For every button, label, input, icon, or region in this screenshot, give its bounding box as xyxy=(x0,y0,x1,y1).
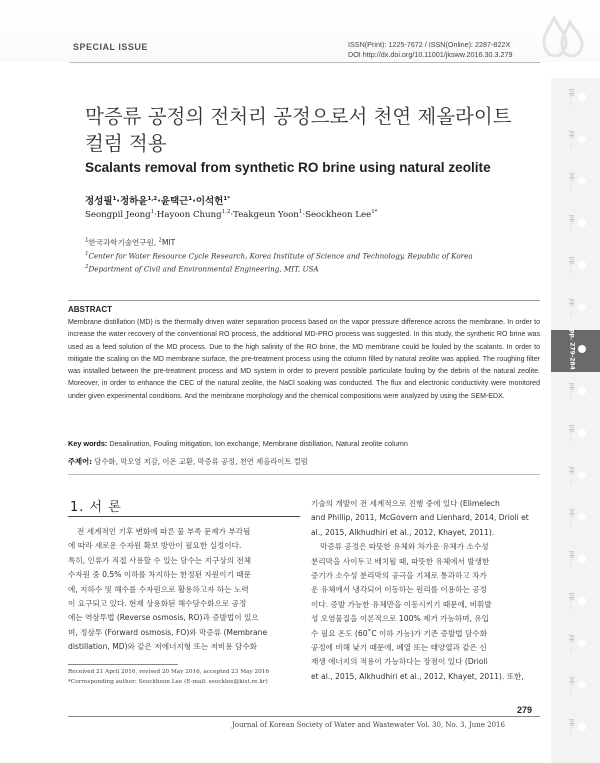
author-affiliation-sup: 1 xyxy=(188,195,193,202)
sidebar-tab[interactable] xyxy=(551,708,600,750)
body-line: 에, 지하수 및 해수를 수자원으로 활용하고자 하는 노력 xyxy=(68,584,249,594)
body-line: 막증류 공정은 따뜻한 유체와 차가운 유체가 소수성 xyxy=(320,542,489,552)
keywords-english xyxy=(68,439,540,448)
affiliation-sup: 1 xyxy=(85,237,89,244)
affiliation-text: 한국과학기술연구원, xyxy=(88,238,157,247)
doi-link[interactable]: DOI http://dx.doi.org/10.11001/jksww.2016.30.3.279 xyxy=(348,50,513,59)
sidebar-tab[interactable] xyxy=(551,666,600,708)
page-number: 279 xyxy=(517,705,533,715)
author-affiliation-sup: 1,2 xyxy=(147,195,158,202)
sidebar-tab-circle-icon xyxy=(578,555,586,563)
affiliation-sup: 2 xyxy=(158,237,162,244)
sidebar-tab-circle-icon xyxy=(578,177,586,185)
authors-english xyxy=(85,209,377,220)
keywords-text: 담수화, 막오염 저감, 이온 교환, 막증류 공정, 천연 제올라이트 컬럼 xyxy=(94,457,308,466)
water-drop-logo-icon xyxy=(540,14,586,62)
sidebar-tab-circle-icon xyxy=(578,261,586,269)
issn-line: ISSN(Print): 1225-7672 / ISSN(Online): 2287-822X xyxy=(348,40,511,49)
affiliation-text: MIT xyxy=(161,238,176,247)
affiliation-text: Center for Water Resource Cycle Research, Korea Institute of Science and Technology, Republic of Korea xyxy=(88,251,473,261)
affiliation-korean xyxy=(85,237,175,248)
author-name: 정성필 xyxy=(85,196,113,207)
sidebar-tab[interactable] xyxy=(551,582,600,624)
sidebar-tab[interactable] xyxy=(551,624,600,666)
body-line: distillation, MD)와 같은 저에너지형 또는 저비용 담수화 xyxy=(68,642,258,652)
sidebar-tab[interactable] xyxy=(551,204,600,246)
footnote-corresponding: *Corresponding author: Seockheon Lee (E-mail: seocklee@kist.re.kr) xyxy=(68,679,268,685)
author-separator: · xyxy=(192,196,196,207)
sidebar-tab-circle-icon xyxy=(578,219,586,227)
sidebar-tab[interactable] xyxy=(551,288,600,330)
affiliation-1 xyxy=(85,251,473,260)
author-affiliation-sup: 1 xyxy=(150,209,155,215)
body-line: 특히, 인류가 직접 사용할 수 있는 담수는 지구상의 전체 xyxy=(68,555,252,565)
affiliation-text: Department of Civil and Environmental Engineering, MIT, USA xyxy=(88,264,319,274)
author-affiliation-sup: 1,2 xyxy=(221,209,231,215)
body-line: 전 세계적인 기후 변화에 따른 물 부족 문제가 부각됨 xyxy=(77,527,251,536)
sidebar-tab-label: pp. ... xyxy=(568,466,576,485)
sidebar-tab-label: pp. ... xyxy=(568,298,576,317)
footnote-received: Received 21 April 2016, revised 20 May 2016, accepted 23 May 2016 xyxy=(68,669,269,675)
body-line: 증기가 소수성 분리막의 공극을 기체로 통과하고 차가 xyxy=(311,571,487,581)
author-name: Teakgeun Yoon xyxy=(233,209,299,220)
sidebar-tab-circle-icon xyxy=(578,429,586,437)
body-line: 이 요구되고 있다. 현재 상용화된 해수담수화으로 공정 xyxy=(68,599,247,609)
keywords-rule xyxy=(68,474,540,475)
sidebar-tab-circle-icon xyxy=(578,345,586,353)
body-line: and Phillip, 2011, McGovern and Lienhard, 2014, Drioli et xyxy=(311,513,529,523)
title-english: Scalants removal from synthetic RO brine using natural zeolite xyxy=(85,160,491,175)
author-separator: · xyxy=(230,209,234,220)
sidebar-tab[interactable] xyxy=(551,162,600,204)
sidebar-tab-label: pp. ... xyxy=(568,172,576,191)
body-column-right xyxy=(311,497,540,684)
author-separator: · xyxy=(116,196,120,207)
author-name: 정하윤 xyxy=(119,196,148,207)
footnote-rule xyxy=(68,664,178,665)
sidebar-tab-label: pp. ... xyxy=(568,508,576,527)
sidebar-tab-label: pp. ... xyxy=(568,550,576,569)
title-korean-line2: 컬럼 적용 xyxy=(85,132,167,155)
body-line: 공정에 비해 낮기 때문에, 폐열 또는 태양열과 같은 신 xyxy=(311,643,487,653)
sidebar-tab-circle-icon xyxy=(578,723,586,731)
sidebar-tab-circle-icon xyxy=(578,639,586,647)
body-line: 성 오염물질을 이론적으로 100% 제거 가능하며, 유입 xyxy=(311,614,489,624)
sidebar-tab-circle-icon xyxy=(578,93,586,101)
section-rule xyxy=(68,516,300,517)
sidebar-tab[interactable] xyxy=(551,330,600,372)
keywords-label: Key words: xyxy=(68,439,108,448)
footer-rule xyxy=(68,716,540,717)
body-line: et al., 2015, Alkhudhiri et al., 2012, Khayet, 2011). 또한, xyxy=(311,671,524,681)
title-korean-line1: 막증류 공정의 전처리 공정으로서 천연 제올라이트 xyxy=(85,105,512,128)
header-rule xyxy=(70,62,540,63)
sidebar-tab-label: pp. ... xyxy=(568,130,576,149)
body-line: 기술의 개발이 전 세계적으로 진행 중에 있다 (Elimelech xyxy=(311,499,500,508)
sidebar-tab[interactable] xyxy=(551,120,600,162)
author-affiliation-sup: 1 xyxy=(112,195,117,202)
sidebar-tab[interactable] xyxy=(551,498,600,540)
keywords-text: Desalination, Fouling mitigation, Ion exchange, Membrane distillation, Natural zeolite column xyxy=(109,439,408,448)
sidebar-tab-label: pp. ... xyxy=(568,424,576,443)
body-line: al., 2015, Alkhudhiri et al., 2012, Khayet, 2011). xyxy=(311,527,495,537)
body-line: 이다. 증발 가능한 유체만을 이동시키기 때문에, 비휘발 xyxy=(311,599,492,609)
sidebar-tab-circle-icon xyxy=(578,471,586,479)
author-name: Hayoon Chung xyxy=(156,209,222,220)
sidebar-tab-label: pp. 279-284 xyxy=(568,329,576,370)
body-line: 에는 역삼투법 (Reverse osmosis, RO)과 증발법이 있으 xyxy=(68,613,259,623)
keywords-label: 주제어: xyxy=(68,457,93,466)
affiliation-sup: 2 xyxy=(85,264,89,270)
body-column-left xyxy=(68,525,300,655)
affiliation-sup: 1 xyxy=(85,251,89,257)
sidebar-tab-label: pp. ... xyxy=(568,382,576,401)
sidebar-tab[interactable] xyxy=(551,78,600,120)
sidebar-tab-label: pp. ... xyxy=(568,718,576,737)
sidebar-tab[interactable] xyxy=(551,246,600,288)
sidebar-page-index xyxy=(551,78,600,763)
keywords-korean xyxy=(68,457,540,467)
sidebar-tab-label: pp. ... xyxy=(568,634,576,653)
sidebar-tab[interactable] xyxy=(551,540,600,582)
body-line: 며, 정삼투 (Forward osmosis, FO)와 막증류 (Membrane xyxy=(68,627,268,637)
body-line: 수 필요 온도 (60˚C 이하 가능)가 기존 증발법 담수화 xyxy=(311,628,488,638)
sidebar-tab-label: pp. ... xyxy=(568,676,576,695)
author-name: 이석헌 xyxy=(195,196,224,207)
sidebar-tab-circle-icon xyxy=(578,597,586,605)
sidebar-tab-label: pp. ... xyxy=(568,256,576,275)
sidebar-tab-label: pp. ... xyxy=(568,88,576,107)
author-name: Seockheon Lee xyxy=(305,209,372,220)
author-affiliation-sup: 1 xyxy=(298,209,303,215)
author-affiliation-sup: 1* xyxy=(223,195,231,202)
body-line: 분리막을 사이두고 배치될 때, 따뜻한 유체에서 발생한 xyxy=(311,556,490,566)
author-separator: · xyxy=(154,209,157,220)
sidebar-tab[interactable] xyxy=(551,372,600,414)
author-separator: · xyxy=(302,209,306,220)
author-affiliation-sup: 1* xyxy=(371,209,378,215)
section-title: 1. 서 론 xyxy=(70,500,122,515)
body-line: 재생 에너지의 적용이 가능하다는 장점이 있다 (Drioli xyxy=(311,657,488,667)
sidebar-tab-label: pp. ... xyxy=(568,592,576,611)
section-label: SPECIAL ISSUE xyxy=(73,42,148,52)
sidebar-tab-circle-icon xyxy=(578,387,586,395)
sidebar-tab-circle-icon xyxy=(578,513,586,521)
abstract-heading: ABSTRACT xyxy=(68,305,112,314)
abstract-rule xyxy=(68,300,540,301)
affiliation-2 xyxy=(85,264,319,273)
sidebar-tab[interactable] xyxy=(551,456,600,498)
body-line: 에 따라 새로운 수자원 확보 방안이 필요한 실정이다. xyxy=(68,541,242,551)
sidebar-tab-circle-icon xyxy=(578,135,586,143)
body-line: 수자원 중 0.5% 이하를 차지하는 한정된 자원이기 때문 xyxy=(68,570,251,580)
author-name: 윤택근 xyxy=(160,196,189,207)
title-korean xyxy=(85,103,535,157)
sidebar-tab-label: pp. ... xyxy=(568,214,576,233)
sidebar-tab-circle-icon xyxy=(578,681,586,689)
author-separator: · xyxy=(157,196,161,207)
body-line: 운 유체에서 냉각되어 이동하는 원리를 이용하는 공정 xyxy=(311,585,487,595)
authors-korean xyxy=(85,193,230,207)
author-name: Seongpil Jeong xyxy=(85,209,151,220)
sidebar-tab[interactable] xyxy=(551,414,600,456)
sidebar-tab-circle-icon xyxy=(578,303,586,311)
journal-citation: Journal of Korean Society of Water and Wastewater Vol. 30, No. 3, June 2016 xyxy=(232,721,505,729)
abstract-text: Membrane distillation (MD) is the thermally driven water separation process based on the vapor pressure difference across the membrane. In order to increase the water recovery of the conventional RO process, the additional MD-PRO process was suggested. In this study, the synthetic RO brine was used as a feed solution of the MD process. Due to the high salinity of the RO brine, the MD membrane could be fouled by the scalants. In order to mitigate the scaling on the MD membrane surface, the pre-treatment process using the column filled by natural zeolite was applied. The roughing filter was installed between the pre-treatment process and MD system in order to prevent possible particulate fouling by the debris of the natural zeolite. Moreover, in order to enhance the CEC of the natural zeolite, the NaCl soaking was conducted. The flux and electronic conductivity were monitored under given experimental conditions. And the membrane morphology and the chemical compositions were analyzed by using the SEM-EDX. xyxy=(68,319,540,400)
